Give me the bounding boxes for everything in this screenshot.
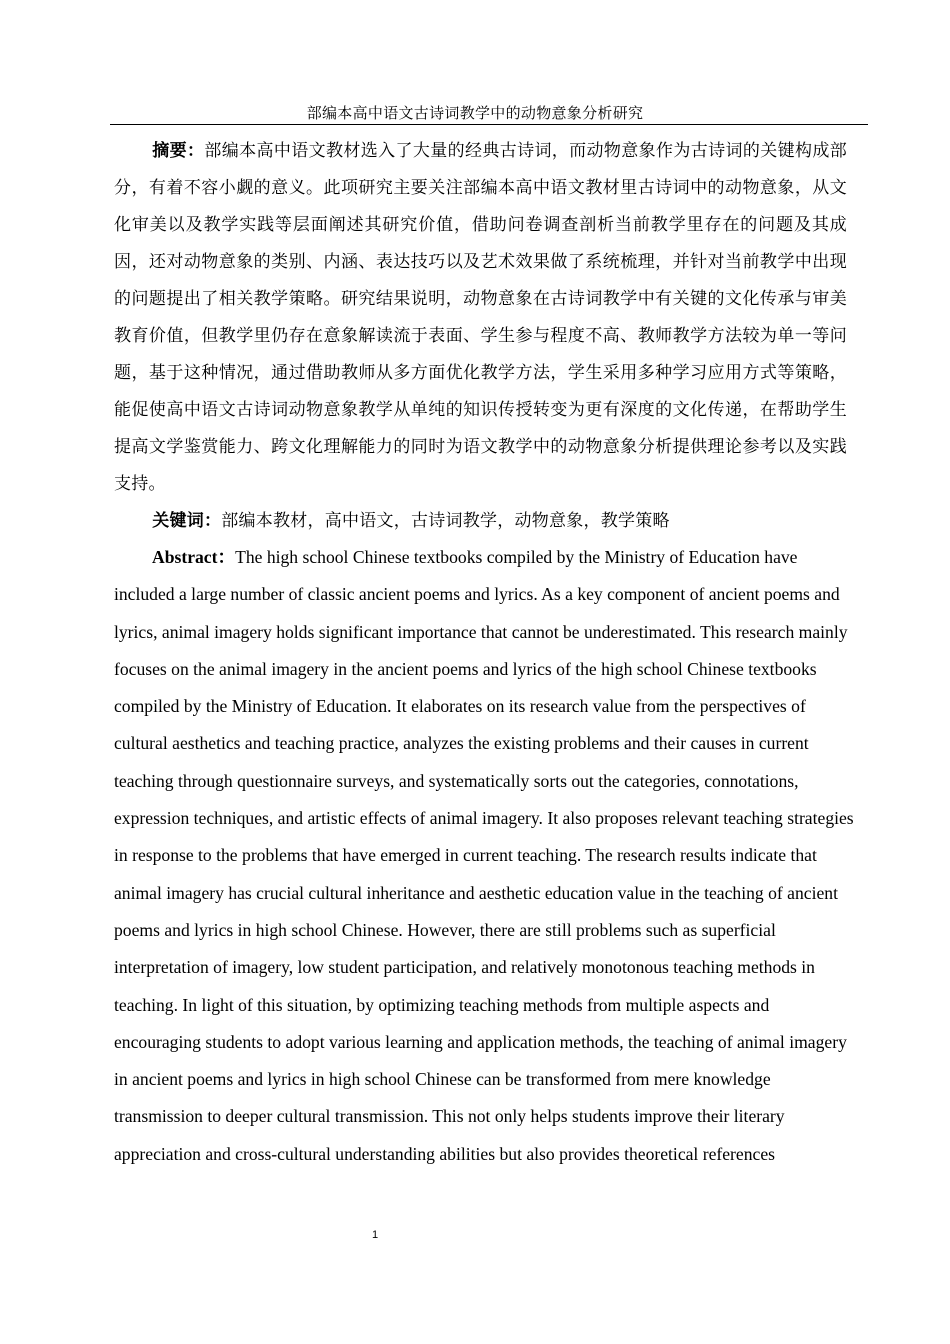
english-abstract-label: Abstract： [152,547,236,567]
page-number: 1 [371,1229,379,1241]
running-header: 部编本高中语文古诗词教学中的动物意象分析研究 [306,104,644,122]
chinese-abstract-text: 部编本高中语文教材选入了大量的经典古诗词，而动物意象作为古诗词的关键构成部分，有着不容小觑的意义。此项研究主要关注部编本高中语文教材里古诗词中的动物意象，从文化审美以及教学实践等层面阐述其研究价值，借助问卷调查剖析当前教学里存在的问题及其成因，还对动物意象的类别、内涵、表达技巧以及艺术效果做了系统梳理，并针对当前教学中出现的问题提出了相关教学策略。研究结果说明，动物意象在古诗词教学中有关键的文化传承与审美教育价值，但教学里仍存在意象解读流于表面、学生参与程度不高、教师教学方法较为单一等问题，基于这种情况，通过借助教师从多方面优化教学方法，学生采用多种学习应用方式等策略，能促使高中语文古诗词动物意象教学从单纯的知识传授转变为更有深度的文化传递，在帮助学生提高文学鉴赏能力、跨文化理解能力的同时为语文教学中的动物意象分析提供理论参考以及实践支持。 [114,141,848,494]
english-abstract-paragraph [114,539,856,1173]
english-abstract-text: The high school Chinese textbooks compiled by the Ministry of Education have included a large number of classic ancient poems and lyrics. As a key component of ancient poems and lyrics, animal imagery holds significant importance that cannot be underestimated. This research mainly focuses on the animal imagery in the ancient poems and lyrics of the high school Chinese textbooks compiled by the Ministry of Education. It elaborates on its research value from the perspectives of cultural aesthetics and teaching practice, analyzes the existing problems and their causes in current teaching through questionnaire surveys, and systematically sorts out the categories, connotations, expression techniques, and artistic effects of animal imagery. It also proposes relevant teaching strategies in response to the problems that have emerged in current teaching. The research results indicate that animal imagery has crucial cultural inheritance and aesthetic education value in the teaching of ancient poems and lyrics in high school Chinese. However, there are still problems such as superficial interpretation of imagery, low student participation, and relatively monotonous teaching methods in teaching. In light of this situation, by optimizing teaching methods from multiple aspects and encouraging students to adopt various learning and application methods, the teaching of animal imagery in ancient poems and lyrics in high school Chinese can be transformed from mere knowledge transmission to deeper cultural transmission. This not only helps students improve their literary appreciation and cross-cultural understanding abilities but also provides theoretical references [114,547,854,1164]
chinese-abstract-section [114,133,847,540]
chinese-keywords-paragraph [114,503,847,540]
chinese-abstract-paragraph [114,133,847,503]
chinese-keywords-text: 部编本教材，高中语文，古诗词教学，动物意象，教学策略 [221,511,670,531]
english-abstract-section [114,539,856,1173]
header-rule [110,124,868,125]
chinese-keywords-label: 关键词： [152,511,222,531]
chinese-abstract-label: 摘要： [152,141,205,161]
